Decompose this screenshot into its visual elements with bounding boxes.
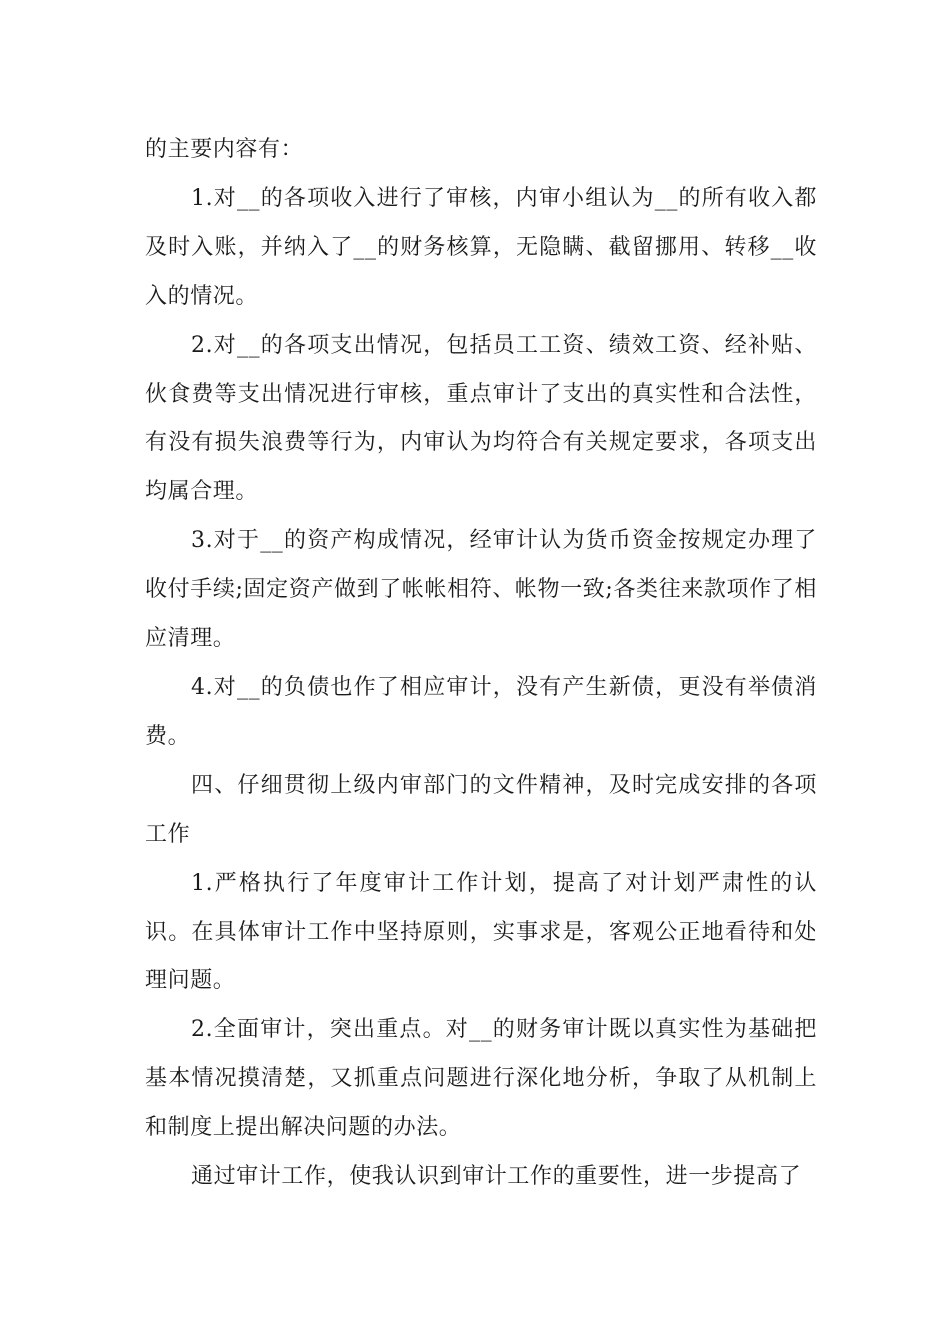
paragraph-expense-audit: 2.对__的各项支出情况，包括员工工资、绩效工资、经补贴、伙食费等支出情况进行审核，重点审计了支出的真实性和合法性，有没有损失浪费等行为，内审认为均符合有关规定要求，各项支出均属合理。 bbox=[145, 332, 817, 505]
document-body bbox=[145, 126, 817, 1202]
section-heading-four: 四、仔细贯彻上级内审部门的文件精神，及时完成安排的各项工作 bbox=[145, 772, 817, 847]
paragraph-liability-audit: 4.对__的负债也作了相应审计，没有产生新债，更没有举债消费。 bbox=[145, 674, 817, 749]
paragraph-asset-audit: 3.对于__的资产构成情况，经审计认为货币资金按规定办理了收付手续;固定资产做到了帐帐相符、帐物一致;各类往来款项作了相应清理。 bbox=[145, 528, 817, 652]
paragraph-income-audit: 1.对__的各项收入进行了审核，内审小组认为__的所有收入都及时入账，并纳入了__的财务核算，无隐瞒、截留挪用、转移__收入的情况。 bbox=[145, 185, 817, 309]
paragraph-conclusion: 通过审计工作，使我认识到审计工作的重要性，进一步提高了 bbox=[191, 1164, 802, 1190]
paragraph-comprehensive-audit: 2.全面审计，突出重点。对__的财务审计既以真实性为基础把基本情况摸清楚，又抓重点问题进行深化地分析，争取了从机制上和制度上提出解决问题的办法。 bbox=[145, 1017, 817, 1141]
paragraph-intro: 的主要内容有： bbox=[145, 137, 304, 162]
paragraph-plan-execution: 1.严格执行了年度审计工作计划，提高了对计划严肃性的认识。在具体审计工作中坚持原则，实事求是，客观公正地看待和处理问题。 bbox=[145, 870, 817, 994]
